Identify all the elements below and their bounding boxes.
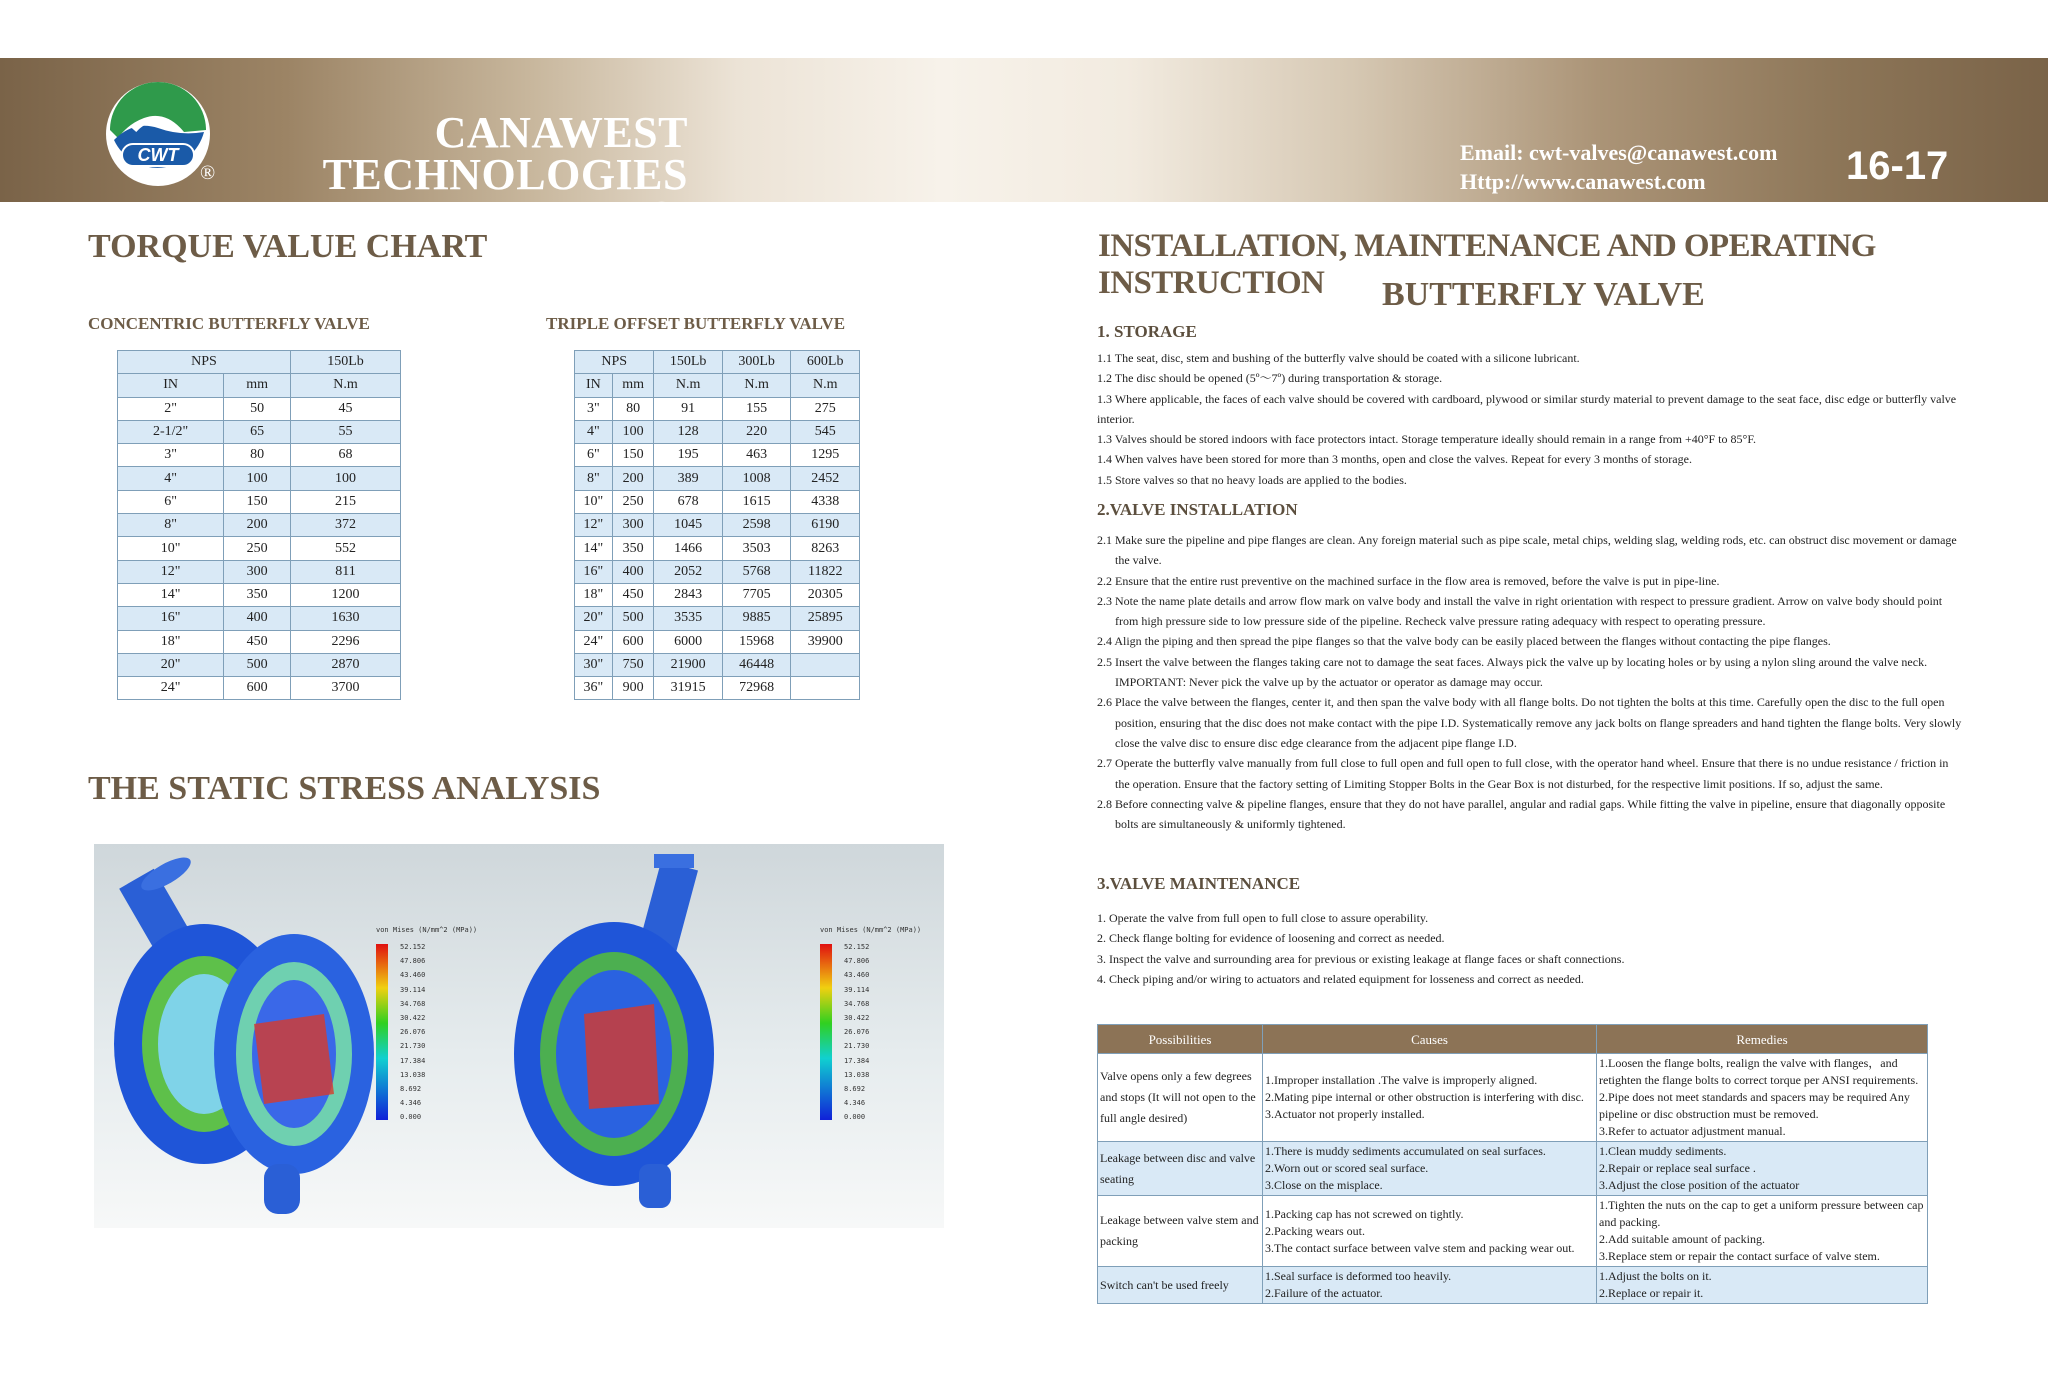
table-cell: 400 [224, 607, 291, 630]
instruction-item: 1.3 Where applicable, the faces of each valve should be covered with cardboard, plywood or similar sturdy material to prevent damage to the seat face, disc edge or butterfly valve interior. [1097, 391, 1957, 426]
instruction-item: 1.2 The disc should be opened (5º～7º) during transportation & storage. [1097, 371, 1443, 386]
table-cell: 200 [224, 514, 291, 537]
stress-analysis-title: THE STATIC STRESS ANALYSIS [88, 770, 601, 807]
table-cell: 389 [654, 467, 723, 490]
table-header-cell: Remedies [1597, 1025, 1928, 1054]
installation-heading: 2.VALVE INSTALLATION [1097, 500, 1298, 519]
table-cell: 91 [654, 397, 723, 420]
table-cell [791, 653, 860, 676]
remedies-cell [1597, 1054, 1928, 1142]
legend-value: 17.384 [400, 1056, 426, 1065]
cell-line: 3.Adjust the close position of the actuator [1599, 1178, 1800, 1192]
legend-value: 8.692 [400, 1085, 422, 1094]
table-cell: 215 [290, 490, 400, 513]
triple-offset-torque-table [574, 350, 860, 700]
instruction-item: 1.1 The seat, disc, stem and bushing of the butterfly valve should be coated with a silicone lubricant. [1097, 351, 1580, 365]
table-row [575, 537, 860, 560]
table-row [575, 653, 860, 676]
table-cell: 16" [575, 560, 613, 583]
table-cell: 16" [118, 607, 224, 630]
instruction-item: 2.8 Before connecting valve & pipeline flanges, ensure that they do not have parallel, angular and radial gaps. While fitting the valve in pipeline, ensure that diagonally opposite bolts are simultaneously & uniformly tightened. [1097, 796, 1946, 832]
cell-line: 1.Seal surface is deformed too heavily. [1265, 1269, 1452, 1283]
table-cell: 400 [612, 560, 654, 583]
table-cell: 8" [118, 514, 224, 537]
table-cell: 46448 [722, 653, 791, 676]
table-cell: 18" [575, 583, 613, 606]
legend-value: 0.000 [844, 1113, 866, 1122]
cell-line: 1.Improper installation .The valve is improperly aligned. [1265, 1073, 1538, 1087]
table-cell: 2870 [290, 653, 400, 676]
legend-value: 26.076 [400, 1028, 426, 1037]
table-cell: 275 [791, 397, 860, 420]
table-cell: 220 [722, 420, 791, 443]
table-cell: 372 [290, 514, 400, 537]
table-cell: 3700 [290, 677, 400, 700]
table-cell: 14" [118, 583, 224, 606]
table-cell: 1615 [722, 490, 791, 513]
table-row [118, 490, 401, 513]
legend-value: 34.768 [844, 999, 870, 1008]
cell-line: 3.The contact surface between valve stem and packing wear out. [1265, 1240, 1575, 1255]
storage-list [1097, 348, 1963, 490]
instruction-item: 2.1 Make sure the pipeline and pipe flanges are clean. Any foreign material such as pipe scale, metal chips, welding slag, welding rods, etc. can obstruct disc movement or damage the valve. [1097, 533, 1957, 568]
legend-value: 21.730 [400, 1042, 426, 1051]
cell-line: 2.Failure of the actuator. [1265, 1286, 1383, 1300]
remedies-cell [1597, 1267, 1928, 1304]
causes-cell [1263, 1054, 1597, 1142]
table-cell: 500 [612, 607, 654, 630]
cell-line: 3.Refer to actuator adjustment manual. [1599, 1124, 1786, 1138]
table-cell: 250 [224, 537, 291, 560]
legend-value: 21.730 [844, 1042, 870, 1051]
stress-color-scale-right [820, 944, 832, 1120]
table-cell: 10" [118, 537, 224, 560]
legend-value: 13.038 [400, 1070, 426, 1079]
table-cell: 300 [224, 560, 291, 583]
table-cell: 8263 [791, 537, 860, 560]
table-cell: 811 [290, 560, 400, 583]
table-cell: 300 [612, 514, 654, 537]
legend-value: 47.806 [844, 957, 870, 966]
table-cell: 25895 [791, 607, 860, 630]
table-row [575, 490, 860, 513]
legend-value: 47.806 [400, 957, 426, 966]
table-cell: 500 [224, 653, 291, 676]
table-cell: 21900 [654, 653, 723, 676]
table-row [1098, 1054, 1928, 1142]
table-cell: 24" [118, 677, 224, 700]
table-cell: 2" [118, 397, 224, 420]
table-cell: 600 [612, 630, 654, 653]
table-header-cell: IN [575, 374, 613, 397]
table-header-cell: 300Lb [722, 351, 791, 374]
table-header-cell: Causes [1263, 1025, 1597, 1054]
legend-value: 4.346 [400, 1099, 422, 1108]
legend-value: 43.460 [400, 971, 426, 980]
table-row [118, 420, 401, 443]
table-row [118, 677, 401, 700]
stress-legend-title-right: von Mises (N/mm^2 (MPa)) [820, 926, 922, 934]
installation-list [1097, 530, 1963, 834]
table-cell: 80 [224, 444, 291, 467]
website-link[interactable]: Http://www.canawest.com [1460, 169, 1706, 194]
table-cell: 6190 [791, 514, 860, 537]
table-cell: 6" [575, 444, 613, 467]
cell-line: 1.Tighten the nuts on the cap to get a uniform pressure between cap and packing. [1599, 1198, 1924, 1229]
registered-mark: ® [200, 162, 216, 184]
concentric-title: CONCENTRIC BUTTERFLY VALVE [88, 314, 370, 333]
remedies-cell [1597, 1196, 1928, 1267]
triple-offset-title: TRIPLE OFFSET BUTTERFLY VALVE [546, 314, 846, 333]
table-cell: 12" [118, 560, 224, 583]
table-cell: 900 [612, 677, 654, 700]
table-cell: 2296 [290, 630, 400, 653]
cell-line: 3.Actuator not properly installed. [1265, 1107, 1425, 1121]
table-row [118, 537, 401, 560]
instruction-subtitle: BUTTERFLY VALVE [1382, 276, 1705, 313]
table-cell: 2452 [791, 467, 860, 490]
table-cell: 2-1/2" [118, 420, 224, 443]
table-row [118, 514, 401, 537]
table-row [1098, 1142, 1928, 1196]
table-row [575, 397, 860, 420]
table-row [118, 444, 401, 467]
table-header-cell: NPS [118, 351, 291, 374]
table-cell: 20" [575, 607, 613, 630]
cell-line: 3.Replace stem or repair the contact surface of valve stem. [1599, 1249, 1880, 1263]
instruction-item: 1.3 Valves should be stored indoors with face protectors intact. Storage temperature ideally should remain in a range from +40°F to 85°F. [1097, 432, 1757, 447]
table-row [118, 607, 401, 630]
table-row [118, 467, 401, 490]
table-cell: 3503 [722, 537, 791, 560]
table-cell: 200 [612, 467, 654, 490]
cell-line: 1.Packing cap has not screwed on tightly. [1265, 1206, 1464, 1221]
table-cell: 1008 [722, 467, 791, 490]
table-cell: 450 [612, 583, 654, 606]
cell-line: 2.Mating pipe internal or other obstruction is interfering with disc. [1265, 1090, 1584, 1104]
contact-info [1460, 138, 1777, 196]
stress-color-scale-left [376, 944, 388, 1120]
table-cell: 12" [575, 514, 613, 537]
table-header-cell: N.m [290, 374, 400, 397]
cell-line: 1.Adjust the bolts on it. [1599, 1269, 1712, 1283]
table-cell: 30" [575, 653, 613, 676]
cell-line: 2.Add suitable amount of packing. [1599, 1232, 1765, 1246]
instruction-item: 2.2 Ensure that the entire rust preventive on the machined surface in the flow area is removed, before the valve is put in pipe-line. [1097, 573, 1720, 588]
instruction-item: 2.4 Align the piping and then spread the pipe flanges so that the valve body can be easily placed between the flanges without contacting the pipe flanges. [1097, 634, 1831, 649]
table-row [1098, 1267, 1928, 1304]
table-header-cell: 150Lb [290, 351, 400, 374]
table-cell: 100 [290, 467, 400, 490]
table-row [575, 607, 860, 630]
causes-cell [1263, 1142, 1597, 1196]
table-cell: 600 [224, 677, 291, 700]
cell-line: 2.Pipe does not meet standards and spacers may be required Any pipeline or disc obstruction must be removed. [1599, 1090, 1910, 1121]
table-row [118, 653, 401, 676]
instruction-item: 3. Inspect the valve and surrounding area for previous or existing leakage at flange faces or shaft connections. [1097, 951, 1625, 966]
table-row [118, 397, 401, 420]
table-cell: 1045 [654, 514, 723, 537]
instruction-item: 2.6 Place the valve between the flanges, center it, and then span the valve body with all flange bolts. Do not tighten the bolts at this time. Carefully open the disc to the full open position, ensuring that the disc does not make contact with the pipe I.D. Systematically remove any jack bolts on flange spreaders and hand tighten the flange bolts. Very slowly close the valve disc to ensure disc edge clearance from the adjacent pipe flange I.D. [1097, 695, 1962, 750]
table-cell: 750 [612, 653, 654, 676]
stress-legend-values-right [844, 940, 869, 1125]
table-cell: 4" [575, 420, 613, 443]
table-cell: 3535 [654, 607, 723, 630]
table-cell: 128 [654, 420, 723, 443]
stress-legend-title-left: von Mises (N/mm^2 (MPa)) [376, 926, 478, 934]
table-row [575, 467, 860, 490]
table-header-cell: mm [224, 374, 291, 397]
table-cell: 7705 [722, 583, 791, 606]
table-cell: 15968 [722, 630, 791, 653]
table-row [1098, 1196, 1928, 1267]
instruction-item: 1.5 Store valves so that no heavy loads are applied to the bodies. [1097, 472, 1407, 487]
table-header-cell: 150Lb [654, 351, 723, 374]
table-cell: 24" [575, 630, 613, 653]
maintenance-list [1097, 908, 1963, 989]
instruction-title: INSTALLATION, MAINTENANCE AND OPERATING INSTRUCTION [1098, 228, 1876, 301]
remedies-cell [1597, 1142, 1928, 1196]
instruction-item: 1.4 When valves have been stored for more than 3 months, open and close the valves. Repeat for every 3 months of storage. [1097, 452, 1692, 467]
email-link[interactable]: Email: cwt-valves@canawest.com [1460, 140, 1778, 165]
table-cell: 150 [612, 444, 654, 467]
instruction-item: 4. Check piping and/or wiring to actuators and related equipment for losseness and correct as needed. [1097, 971, 1584, 986]
legend-value: 39.114 [400, 985, 426, 994]
table-cell: 55 [290, 420, 400, 443]
legend-value: 13.038 [844, 1070, 870, 1079]
legend-value: 4.346 [844, 1099, 866, 1108]
legend-value: 26.076 [844, 1028, 870, 1037]
table-cell: 150 [224, 490, 291, 513]
instruction-item: 2.7 Operate the butterfly valve manually from full close to full open and full open to full close, with the operator hand wheel. Ensure that there is no undue resistance / friction in the operation. Ensure that the factory setting of Limiting Stopper Bolts in the Gear Box is not disturbed, for the respective limit positions. If so, adjust the same. [1097, 756, 1949, 791]
table-header-cell: N.m [791, 374, 860, 397]
table-cell: 1630 [290, 607, 400, 630]
table-row [575, 583, 860, 606]
table-row [118, 630, 401, 653]
table-row [118, 583, 401, 606]
instruction-item: 1. Operate the valve from full open to full close to assure operability. [1097, 911, 1429, 925]
cell-line: 2.Packing wears out. [1265, 1223, 1365, 1238]
legend-value: 43.460 [844, 971, 870, 980]
troubleshooting-table [1097, 1024, 1928, 1304]
table-cell: 678 [654, 490, 723, 513]
table-cell: 45 [290, 397, 400, 420]
legend-value: 52.152 [400, 943, 426, 951]
logo-text: CWT [137, 145, 179, 165]
table-cell: 10" [575, 490, 613, 513]
table-cell: 100 [612, 420, 654, 443]
table-cell: 1200 [290, 583, 400, 606]
table-header-cell: 600Lb [791, 351, 860, 374]
cell-line: 1.There is muddy sediments accumulated on seal surfaces. [1265, 1144, 1546, 1158]
valve-render-left [114, 851, 374, 1214]
maintenance-heading: 3.VALVE MAINTENANCE [1097, 874, 1301, 893]
table-row [118, 560, 401, 583]
possibility-cell: Leakage between valve stem and packing [1098, 1196, 1263, 1267]
table-row [575, 444, 860, 467]
table-cell: 11822 [791, 560, 860, 583]
table-cell: 100 [224, 467, 291, 490]
cell-line: 3.Close on the misplace. [1265, 1178, 1383, 1192]
causes-cell [1263, 1196, 1597, 1267]
table-cell: 250 [612, 490, 654, 513]
stress-legend-values-left [400, 940, 425, 1125]
valve-render-right [514, 854, 714, 1208]
table-cell: 545 [791, 420, 860, 443]
table-row [575, 514, 860, 537]
legend-value: 17.384 [844, 1056, 870, 1065]
table-cell: 8" [575, 467, 613, 490]
table-header-cell: IN [118, 374, 224, 397]
table-cell: 350 [224, 583, 291, 606]
table-cell: 4" [118, 467, 224, 490]
table-cell: 31915 [654, 677, 723, 700]
table-cell: 4338 [791, 490, 860, 513]
legend-value: 52.152 [844, 943, 870, 951]
table-row [575, 677, 860, 700]
instruction-item: 2.5 Insert the valve between the flanges taking care not to damage the seat faces. Always pick the valve up by locating holes or by using a nylon sling around the valve neck. IMPORTANT: Never pick the valve up by the actuator or operator as damage may occur. [1097, 654, 1928, 690]
table-cell: 1466 [654, 537, 723, 560]
legend-value: 34.768 [400, 999, 426, 1008]
table-header-cell: NPS [575, 351, 654, 374]
table-cell: 80 [612, 397, 654, 420]
table-row [575, 560, 860, 583]
table-header-cell: N.m [654, 374, 723, 397]
table-cell: 450 [224, 630, 291, 653]
stress-render [94, 844, 944, 1228]
table-cell [791, 677, 860, 700]
table-cell: 50 [224, 397, 291, 420]
concentric-torque-table [117, 350, 401, 700]
table-cell: 5768 [722, 560, 791, 583]
legend-value: 39.114 [844, 985, 870, 994]
storage-heading: 1. STORAGE [1097, 322, 1197, 341]
table-cell: 3" [118, 444, 224, 467]
table-cell: 2598 [722, 514, 791, 537]
table-cell: 3" [575, 397, 613, 420]
table-cell: 65 [224, 420, 291, 443]
instruction-item: 2. Check flange bolting for evidence of loosening and correct as needed. [1097, 931, 1445, 946]
cell-line: 1.Loosen the flange bolts, realign the valve with flanges，and retighten the flange bolts to correct torque per ANSI requirements. [1599, 1056, 1919, 1087]
table-cell: 1295 [791, 444, 860, 467]
table-cell: 463 [722, 444, 791, 467]
table-cell: 20" [118, 653, 224, 676]
table-cell: 72968 [722, 677, 791, 700]
cell-line: 2.Worn out or scored seal surface. [1265, 1161, 1429, 1175]
page-number: 16-17 [1846, 144, 1949, 188]
cell-line: 2.Replace or repair it. [1599, 1286, 1704, 1300]
stress-analysis-image [94, 844, 944, 1228]
possibility-cell: Valve opens only a few degrees and stops (It will not open to the full angle desired) [1098, 1054, 1263, 1142]
legend-value: 0.000 [400, 1113, 422, 1122]
table-cell: 6" [118, 490, 224, 513]
table-row [575, 630, 860, 653]
table-header-cell: mm [612, 374, 654, 397]
table-cell: 2843 [654, 583, 723, 606]
table-cell: 350 [612, 537, 654, 560]
table-cell: 155 [722, 397, 791, 420]
instruction-item: 2.3 Note the name plate details and arrow flow mark on valve body and install the valve in right orientation with respect to pressure gradient. Arrow on valve body should point from high pressure side to low pressure side of the pipeline. Recheck valve pressure rating adequacy with respect to operating pressure. [1097, 593, 1943, 629]
table-cell: 14" [575, 537, 613, 560]
legend-value: 30.422 [844, 1014, 870, 1023]
table-cell: 68 [290, 444, 400, 467]
legend-value: 8.692 [844, 1085, 866, 1094]
cell-line: 1.Clean muddy sediments. [1599, 1144, 1727, 1158]
table-cell: 2052 [654, 560, 723, 583]
table-row [575, 420, 860, 443]
cwt-logo [104, 80, 212, 188]
torque-chart-title: TORQUE VALUE CHART [88, 228, 488, 265]
table-header-cell: N.m [722, 374, 791, 397]
table-cell: 552 [290, 537, 400, 560]
possibility-cell: Leakage between disc and valve seating [1098, 1142, 1263, 1196]
table-cell: 20305 [791, 583, 860, 606]
table-cell: 195 [654, 444, 723, 467]
table-cell: 39900 [791, 630, 860, 653]
table-cell: 6000 [654, 630, 723, 653]
table-cell: 9885 [722, 607, 791, 630]
possibility-cell: Switch can't be used freely [1098, 1267, 1263, 1304]
cell-line: 2.Repair or replace seal surface . [1599, 1161, 1756, 1175]
causes-cell [1263, 1267, 1597, 1304]
legend-value: 30.422 [400, 1014, 426, 1023]
company-line2: TECHNOLOGIES INC. [322, 150, 688, 241]
table-cell: 18" [118, 630, 224, 653]
table-header-cell: Possibilities [1098, 1025, 1263, 1054]
company-line1: CANAWEST [434, 108, 688, 157]
company-name [248, 108, 688, 241]
table-cell: 36" [575, 677, 613, 700]
